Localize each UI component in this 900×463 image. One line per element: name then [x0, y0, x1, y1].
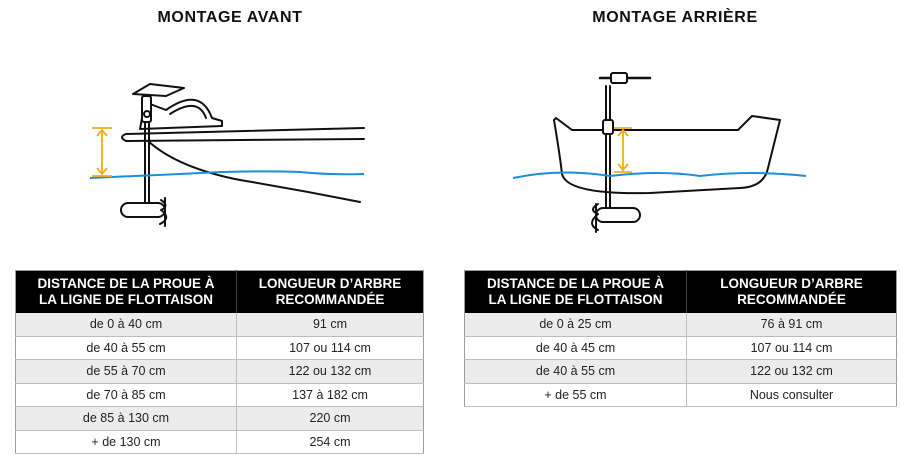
rear-table-header-row — [465, 271, 897, 314]
table-row — [16, 336, 424, 360]
header-line: LONGUEUR D’ARBRE — [720, 276, 863, 291]
table-row — [465, 313, 897, 336]
bow-shaft — [145, 122, 149, 206]
bow-measure-arrow — [92, 128, 112, 176]
rear-distance-cell: de 40 à 45 cm — [465, 336, 687, 360]
rear-length-cell: 107 ou 114 cm — [687, 336, 897, 360]
rear-mount-title: MONTAGE ARRIÈRE — [592, 9, 758, 26]
front-mount-title: MONTAGE AVANT — [157, 9, 303, 26]
rear-header-length — [687, 271, 897, 314]
front-table-header-row — [16, 271, 424, 314]
front-length-cell: 137 à 182 cm — [237, 383, 424, 407]
rear-length-cell: 122 ou 132 cm — [687, 360, 897, 384]
table-row — [465, 360, 897, 384]
front-distance-cell: de 85 à 130 cm — [16, 407, 237, 431]
bow-hull-side — [126, 139, 364, 141]
rear-header-distance — [465, 271, 687, 314]
rear-distance-cell: de 0 à 25 cm — [465, 313, 687, 336]
front-distance-cell: + de 130 cm — [16, 430, 237, 454]
table-row — [16, 407, 424, 431]
front-length-cell: 122 ou 132 cm — [237, 360, 424, 384]
transom-lower-unit — [596, 208, 640, 222]
header-line: RECOMMANDÉE — [275, 292, 385, 307]
front-distance-cell: de 70 à 85 cm — [16, 383, 237, 407]
front-header-length — [237, 271, 424, 314]
table-row — [16, 383, 424, 407]
header-line: RECOMMANDÉE — [737, 292, 846, 307]
header-line: LONGUEUR D’ARBRE — [258, 276, 402, 291]
front-length-cell: 254 cm — [237, 430, 424, 454]
header-line: LA LIGNE DE FLOTTAISON — [39, 292, 213, 307]
bow-motor-head — [133, 84, 184, 96]
front-length-cell: 91 cm — [237, 313, 424, 336]
rear-length-cell: Nous consulter — [687, 383, 897, 407]
rear-shaft-length-table — [464, 270, 897, 407]
bow-lower-unit — [121, 203, 165, 217]
bow-mount-motor-illustration — [121, 84, 364, 226]
front-header-distance — [16, 271, 237, 314]
transom-hull — [554, 116, 780, 193]
rear-length-cell: 76 à 91 cm — [687, 313, 897, 336]
header-line: DISTANCE DE LA PROUE À — [37, 276, 215, 291]
transom-tiller-grip — [611, 73, 627, 83]
bow-motor-collar — [142, 96, 151, 122]
table-row — [16, 360, 424, 384]
front-shaft-length-table — [15, 270, 424, 454]
table-row — [465, 383, 897, 407]
header-line: DISTANCE DE LA PROUE À — [486, 276, 664, 291]
table-row — [16, 313, 424, 336]
bow-nose — [122, 134, 126, 141]
rear-distance-cell: + de 55 cm — [465, 383, 687, 407]
front-distance-cell: de 55 à 70 cm — [16, 360, 237, 384]
rear-distance-cell: de 40 à 55 cm — [465, 360, 687, 384]
transom-mount-motor-illustration — [554, 73, 780, 232]
table-row — [16, 430, 424, 454]
front-distance-cell: de 40 à 55 cm — [16, 336, 237, 360]
front-distance-cell: de 0 à 40 cm — [16, 313, 237, 336]
bow-mount-bracket — [140, 100, 222, 129]
header-line: LA LIGNE DE FLOTTAISON — [488, 292, 663, 307]
table-row — [465, 336, 897, 360]
front-length-cell: 220 cm — [237, 407, 424, 431]
transom-mount-clamp — [603, 120, 613, 134]
front-length-cell: 107 ou 114 cm — [237, 336, 424, 360]
